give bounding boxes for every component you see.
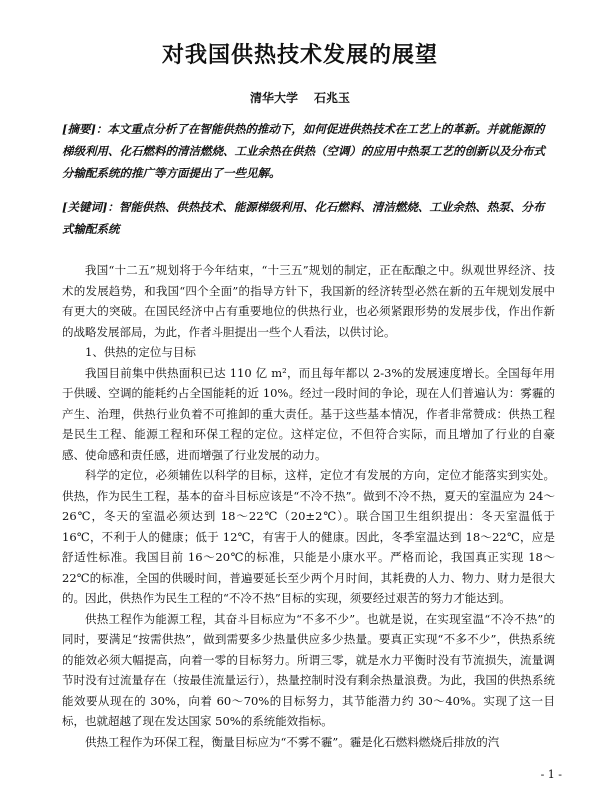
body-paragraph: 我国目前集中供热面积已达 110 亿 m²，而且每年都以 2-3%的发展速度增长。全国每年用于供暖、空调的能耗约占全国能耗的近 10%。经过一段时间的争论，现在人们普遍认为：雾霾的产生、治理，供热行业负着不可推卸的重大责任。基于这些基本情况，作者非常赞成：供热工程是民生工程、能源工程和环保工程的定位。这样定位，不但符合实际，而且增加了行业的自豪感、使命感和责任感，进而增强了行业发展的动力。 <box>62 365 555 462</box>
abstract-label: [摘要]： <box>62 122 108 136</box>
keywords <box>62 196 555 240</box>
abstract-text: 本文重点分析了在智能供热的推动下，如何促进供热技术在工艺上的革新。并就能源的梯级利用、化石燃料的清洁燃烧、工业余热在供热（空调）的应用中热泵工艺的创新以及分布式分输配系统的推广等方面提出了一些见解。 <box>62 122 545 180</box>
body-paragraph: 供热工程作为能源工程，其奋斗目标应为“不多不少”。也就是说，在实现室温“不冷不热”的同时，要满足“按需供热”，做到需要多少热量供应多少热量。要真正实现“不多不少”，供热系统的能效必须大幅提高，向着一零的目标努力。所谓三零，就是水力平衡时没有节流损失，流量调节时没有过流量存在（按最佳流量运行），热量控制时没有剩余热量浪费。为此，我国的供热系统能效要从现在的 30%，向着 60～70%的目标努力，其节能潜力约 30～40%。实现了这一目标，也就超越了现在发达国家 50%的系统能效指标。 <box>62 611 555 728</box>
abstract <box>62 118 555 184</box>
author-name: 石兆玉 <box>314 91 351 105</box>
body-text <box>62 260 555 752</box>
paper-title: 对我国供热技术发展的展望 <box>161 42 438 68</box>
body-paragraph: 我国“十二五”规划将于今年结束，“十三五”规划的制定，正在酝酿之中。纵观世界经济、技术的发展趋势，和我国“四个全面”的指导方针下，我国新的经济转型必然在新的五年规划发展中有更大的突破。在国民经济中占有重要地位的供热行业，也必须紧跟形势的发展步伐，作出作新的战略发展部局，为此，作者斗胆提出一些个人看法，以供讨论。 <box>62 263 555 339</box>
page-number: - 1 - <box>540 768 562 781</box>
affiliation: 清华大学 <box>249 91 298 105</box>
keywords-text: 智能供热、供热技术、能源梯级利用、化石燃料、清洁燃烧、工业余热、热泵、分布式输配系统 <box>62 200 545 236</box>
section-heading: 1、供热的定位与目标 <box>85 345 196 359</box>
keywords-label: [关键词]： <box>62 200 119 214</box>
author-line <box>0 89 600 106</box>
body-paragraph: 科学的定位，必须辅佐以科学的目标，这样，定位才有发展的方向，定位才能落实到实处。供热，作为民生工程，基本的奋斗目标应该是“不冷不热”。做到不冷不热，夏天的室温应为 24～26℃，冬天的室温必须达到 18～22℃（20±2℃）。联合国卫生组织提出：冬天室温低于 16℃，不利于人的健康；低于 12℃，有害于人的健康。因此，冬季室温达到 18～22℃，应是舒适性标准。我国目前 16～20℃的标准，只能是小康水平。严格而论，我国真正实现 18～22℃的标准，全国的供暖时间，普遍要延长至少两个月时间，其耗费的人力、物力、财力是很大的。因此，供热作为民生工程的“不冷不热”目标的实现，须要经过艰苦的努力才能达到。 <box>62 468 555 605</box>
body-paragraph: 供热工程作为环保工程，衡量目标应为“不雾不霾”。霾是化石燃料燃烧后排放的汽 <box>85 734 500 749</box>
